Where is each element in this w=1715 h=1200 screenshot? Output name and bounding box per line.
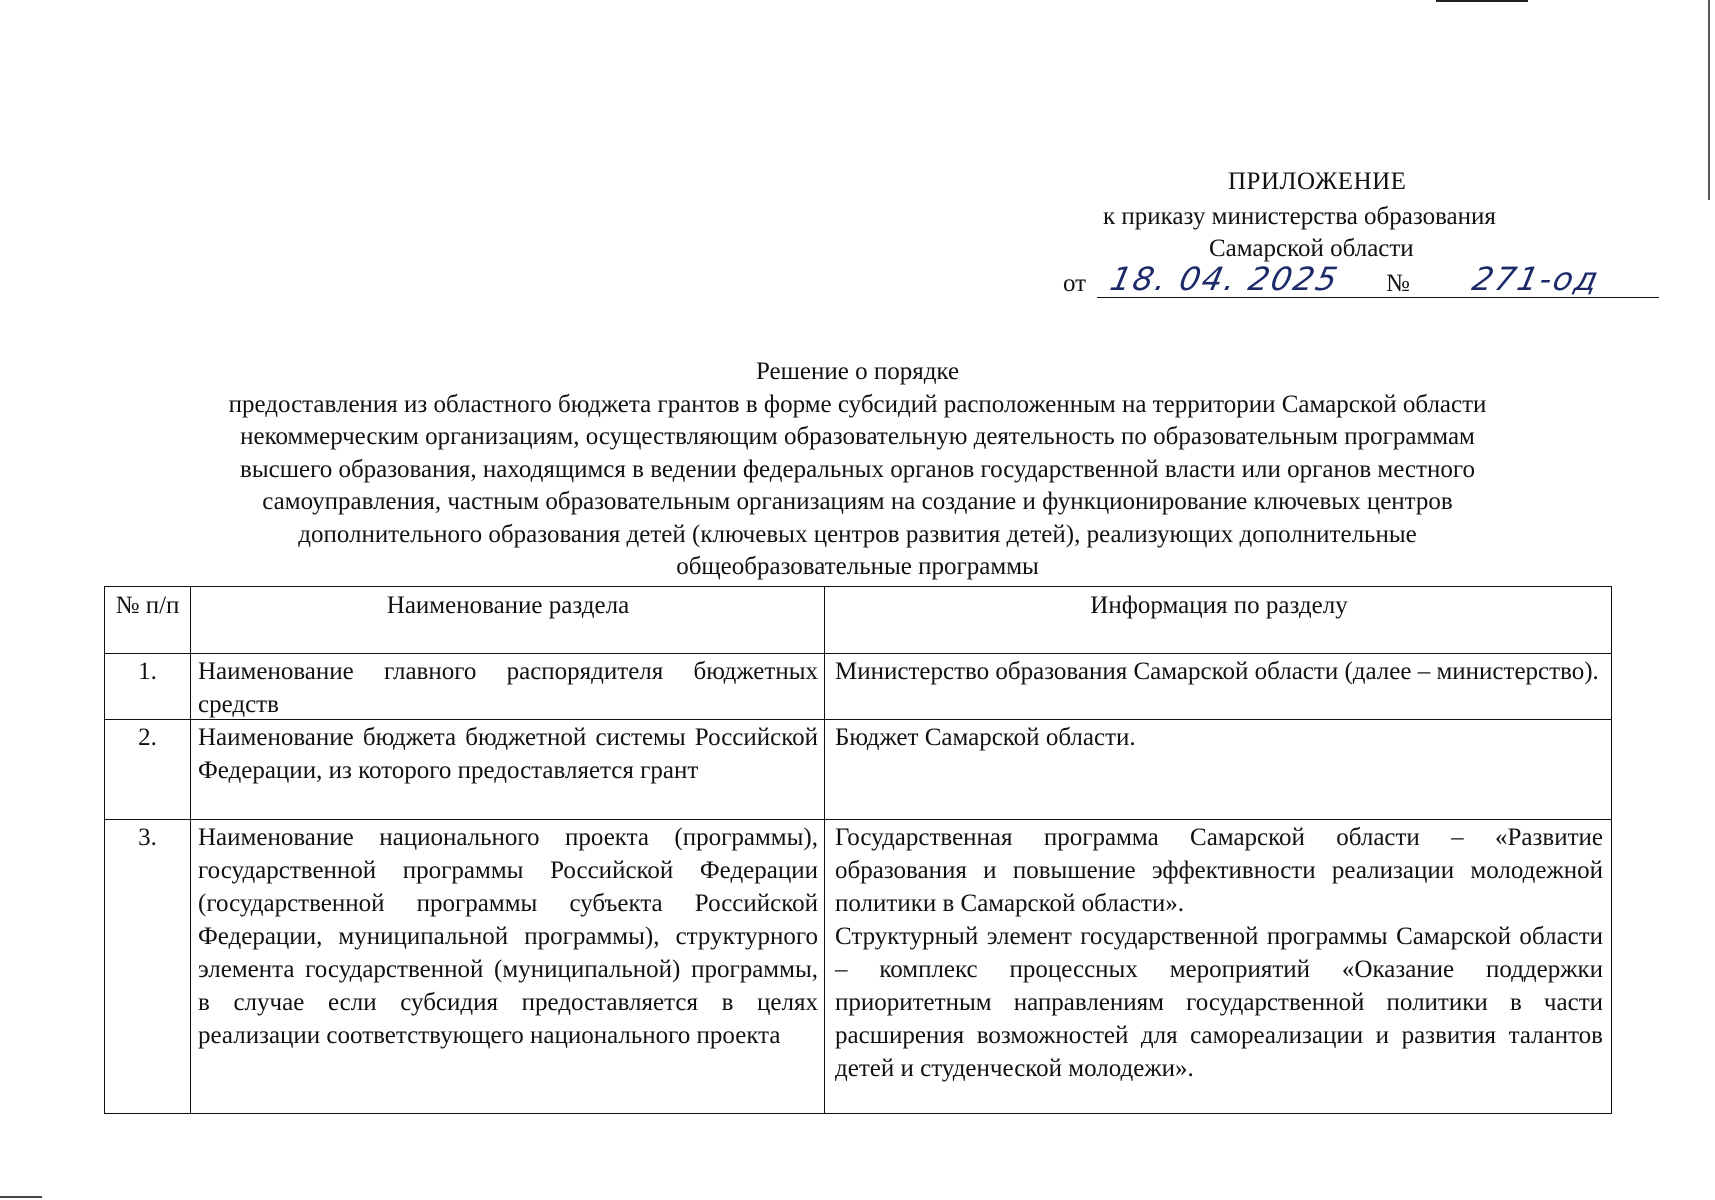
appendix-order-line: к приказу министерства образования	[1103, 203, 1496, 230]
info-paragraph: Бюджет Самарской области.	[835, 724, 1136, 751]
decision-table	[104, 586, 1612, 1114]
appendix-region-line: Самарской области	[1209, 235, 1414, 262]
decision-heading: Решение о порядке	[755, 358, 960, 385]
header-section-name: Наименование раздела	[386, 592, 630, 619]
from-label: от	[1063, 270, 1087, 297]
row-section-info	[835, 655, 1603, 688]
decision-line: высшего образования, находящимся в ведении федеральных органов государственной власти или органов местного	[240, 455, 1475, 483]
scan-mark	[0, 1196, 42, 1198]
number-label: №	[1386, 270, 1410, 297]
row-section-name: Наименование национального проекта (программы), государственной программы Российской Федерации (государственной программы субъекта Российской Федерации, муниципальной программы), структурного элемента государственной (муниципальной) программы, в случае если субсидия предоставляется в целях реализации соответствующего национального проекта	[198, 824, 818, 1049]
info-paragraph: Структурный элемент государственной программы Самарской области – комплекс процессных мероприятий «Оказание поддержки приоритетным направлениям государственной политики в части расширения возможностей для самореализации и развития талантов детей и студенческой молодежи».	[835, 923, 1603, 1082]
row-section-name: Наименование бюджета бюджетной системы Российской Федерации, из которого предоставляется грант	[198, 724, 818, 784]
table-divider	[105, 819, 1611, 820]
scan-edge	[1708, 0, 1710, 200]
handwritten-number: 271-од	[1468, 260, 1604, 298]
table-divider	[190, 587, 191, 1113]
decision-line: дополнительного образования детей (ключевых центров развития детей), реализующих дополнительные	[298, 520, 1417, 548]
row-number: 1.	[138, 658, 157, 685]
decision-title	[120, 356, 1595, 584]
row-section-info	[835, 721, 1603, 754]
table-divider	[105, 653, 1611, 654]
header-num: № п/п	[115, 592, 180, 619]
handwritten-date: 18. 04. 2025	[1106, 260, 1343, 298]
appendix-title: ПРИЛОЖЕНИЕ	[1228, 168, 1407, 195]
row-number: 2.	[138, 724, 157, 751]
info-paragraph: Государственная программа Самарской области – «Развитие образования и повышение эффективности реализации молодежной политики в Самарской области».	[835, 824, 1603, 917]
decision-line: общеобразовательные программы	[676, 553, 1039, 580]
header-section-info: Информация по разделу	[1090, 592, 1348, 619]
decision-line: некоммерческим организациям, осуществляющим образовательную деятельность по образовательным программам	[240, 423, 1475, 450]
info-paragraph: Министерство образования Самарской области (далее – министерство).	[835, 658, 1599, 685]
table-divider	[824, 587, 825, 1113]
decision-line: предоставления из областного бюджета грантов в форме субсидий расположенным на территории Самарской области	[228, 390, 1487, 418]
row-section-info	[835, 821, 1603, 1085]
row-section-name: Наименование главного распорядителя бюджетных средств	[198, 658, 818, 718]
row-number: 3.	[138, 824, 157, 851]
decision-line: самоуправления, частным образовательным организациям на создание и функционирование ключевых центров	[262, 488, 1453, 515]
scan-mark	[1436, 0, 1528, 2]
